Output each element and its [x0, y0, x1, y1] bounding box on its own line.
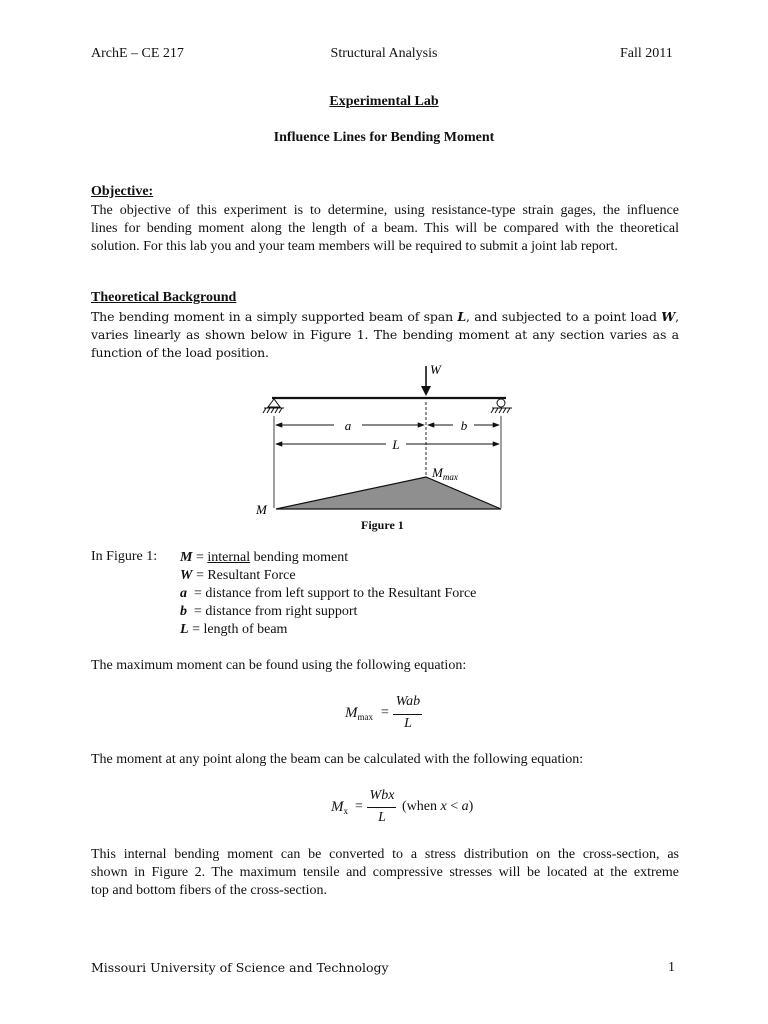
eq1-denominator: L — [404, 716, 412, 731]
moment-diagram — [276, 477, 501, 509]
definition-item: M = internal bending moment — [180, 550, 349, 565]
closing-line: shown in Figure 2. The maximum tensile and compressive stresses will be located at the extreme — [91, 865, 679, 880]
eq2-equals: = — [355, 799, 363, 814]
objective-line: The objective of this experiment is to determine, using resistance-type strain gages, the influence — [91, 203, 679, 218]
dimension-L-label: L — [392, 437, 400, 452]
mmax-label: $M_{max}$ — [432, 465, 458, 482]
right-roller-support — [491, 399, 512, 413]
figure-1-caption: Figure 1 — [361, 518, 404, 532]
definitions-list — [180, 549, 476, 639]
eq2-denominator: L — [378, 810, 386, 825]
objective-line: lines for bending moment along the length of a beam. This will be compared with the theoretical — [91, 221, 679, 236]
eq1-intro: The maximum moment can be found using the following equation: — [91, 658, 467, 673]
definition-item: W = Resultant Force — [180, 568, 296, 583]
eq1-equals: = — [381, 705, 389, 720]
eq2-numerator: Wbx — [369, 788, 395, 803]
load-label: W — [430, 362, 441, 377]
header-course: ArchE – CE 217 — [91, 46, 184, 61]
background-line-3: function of the load position. — [91, 345, 269, 360]
definition-item: a = distance from left support to the Resultant Force — [180, 586, 477, 601]
eq2-condition: (when x < a) — [402, 799, 474, 814]
dimension-a-label: a — [344, 418, 352, 433]
background-heading: Theoretical Background — [91, 290, 237, 305]
background-line-1: The bending moment in a simply supported beam of span L, and subjected to a point load W, — [91, 309, 679, 324]
document-subtitle: Influence Lines for Bending Moment — [273, 130, 495, 145]
moment-axis-label: M — [256, 502, 267, 517]
objective-heading: Objective: — [91, 184, 154, 199]
definitions-intro: In Figure 1: — [91, 549, 158, 564]
footer-institution: Missouri University of Science and Technology — [91, 960, 389, 975]
eq2-lhs: $M_x$ — [331, 799, 348, 816]
definition-item: b = distance from right support — [180, 604, 358, 619]
eq2-intro: The moment at any point along the beam can be calculated with the following equation: — [91, 752, 584, 767]
closing-line: top and bottom fibers of the cross-section. — [91, 883, 328, 898]
left-pin-support — [263, 399, 284, 413]
header-subject: Structural Analysis — [330, 46, 438, 61]
closing-line: This internal bending moment can be converted to a stress distribution on the cross-section, as — [91, 847, 679, 862]
eq2-fraction-bar — [367, 807, 396, 808]
page-number: 1 — [668, 960, 675, 975]
header-term: Fall 2011 — [620, 46, 673, 61]
definition-item: L = length of beam — [180, 622, 288, 637]
background-line-2: varies linearly as shown below in Figure 1. The bending moment at any section varies as a — [91, 327, 679, 342]
closing-paragraph — [91, 846, 679, 900]
eq1-numerator: Wab — [395, 694, 421, 709]
eq1-fraction-bar — [393, 714, 422, 715]
document-title: Experimental Lab — [329, 94, 439, 109]
eq1-lhs: $M_{max}$ — [345, 705, 373, 722]
dimension-b-label: b — [460, 418, 468, 433]
objective-line: solution. For this lab you and your team members will be required to submit a joint lab report. — [91, 239, 618, 254]
